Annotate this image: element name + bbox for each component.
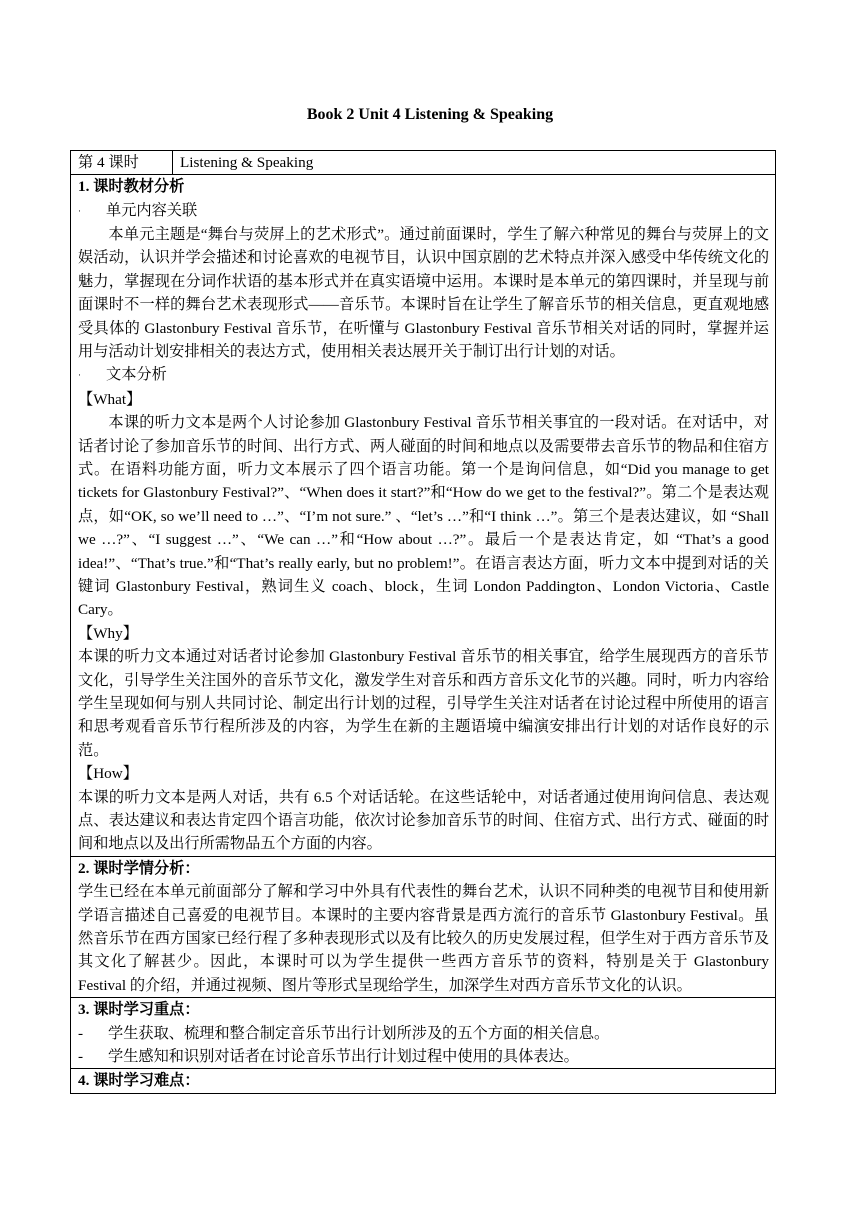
dash-marker: - xyxy=(78,1048,84,1066)
section-1-heading: 1. 课时教材分析 xyxy=(78,178,185,196)
document-title: Book 2 Unit 4 Listening & Speaking xyxy=(306,106,554,123)
section-student-analysis xyxy=(71,856,776,997)
section-textbook-analysis xyxy=(71,175,776,856)
key-point-text: 学生获取、梳理和整合制定音乐节出行计划所涉及的五个方面的相关信息。 xyxy=(108,1024,610,1042)
subheading-unit-link xyxy=(78,199,769,223)
dash-marker: - xyxy=(78,1024,84,1042)
section-3-heading: 3. 课时学习重点： xyxy=(78,1001,200,1019)
subheading-text-analysis xyxy=(78,363,769,387)
lesson-plan-table xyxy=(70,150,776,1094)
what-paragraph: 本课的听力文本是两个人讨论参加 Glastonbury Festival 音乐节相关事宜的一段对话。在对话中，对话者讨论了参加音乐节的时间、出行方式、两人碰面的时间和地点以及需要带去音乐节的物品和住宿方式。在语料功能方面，听力文本展示了四个语言功能。第一个是询问信息，如“Did you manage to get tickets for Glastonbury Festival?”、“When does it start?”和“How do we get to the festival?”。第二个是表达观点，如“OK, so we’ll need to …”、“I’m not sure.” 、“let’s …”和“I think …”。第三个是表达建议，如 “Shall we …?”、“I suggest …”、“We can …”和“How about …?”。最后一个是表达肯定，如 “That’s a good idea!”、“That’s true.”和“That’s really early, but no problem!”。在语言表达方面，听力文本中提到对话的关键词 Glastonbury Festival，熟词生义 coach、block，生词 London Paddington、London Victoria、Castle Cary。 xyxy=(78,414,769,619)
bullet-marker: · xyxy=(78,370,81,381)
why-heading: 【Why】 xyxy=(78,624,138,642)
subheading-text-analysis-label: 文本分析 xyxy=(106,366,167,384)
section-3-cell xyxy=(71,998,776,1069)
key-point-item xyxy=(78,1022,769,1045)
what-heading: 【What】 xyxy=(78,390,142,408)
bullet-marker: · xyxy=(78,205,81,216)
section-4-cell xyxy=(71,1069,776,1093)
lesson-number: 第 4 课时 xyxy=(71,151,173,175)
how-heading: 【How】 xyxy=(78,765,138,783)
lesson-topic: Listening & Speaking xyxy=(173,151,776,175)
subheading-unit-link-label: 单元内容关联 xyxy=(106,201,198,219)
section-1-cell xyxy=(71,175,776,856)
key-point-text: 学生感知和识别对话者在讨论音乐节出行计划过程中使用的具体表达。 xyxy=(108,1048,579,1066)
lesson-header-row xyxy=(71,151,776,175)
why-paragraph: 本课的听力文本通过对话者讨论参加 Glastonbury Festival 音乐节的相关事宜，给学生展现西方的音乐节文化，引导学生关注国外的音乐节文化，激发学生对音乐和西方音乐文化节的兴趣。同时，听力内容给学生呈现如何与别人共同讨论、制定出行计划的过程，引导学生关注对话者在讨论过程中所使用的语言和思考观看音乐节行程所涉及的内容，为学生在新的主题语境中编演安排出行计划的对话作良好的示范。 xyxy=(78,648,769,759)
section-4-heading: 4. 课时学习难点： xyxy=(78,1072,200,1090)
unit-link-paragraph: 本单元主题是“舞台与荧屏上的艺术形式”。通过前面课时，学生了解六种常见的舞台与荧屏上的文娱活动，认识并学会描述和讨论喜欢的电视节目，认识中国京剧的艺术特点并深入感受中华传统文化的魅力，掌握现在分词作状语的基本形式并在真实语境中运用。本课时是本单元的第四课时，并呈现与前面课时不一样的舞台艺术表现形式——音乐节。本课时旨在让学生了解音乐节的相关信息，更直观地感受具体的 Glastonbury Festival 音乐节，在听懂与 Glastonbury Festival 音乐节相关对话的同时，掌握并运用与活动计划安排相关的表达方式，使用相关表达展开关于制订出行计划的对话。 xyxy=(78,226,769,361)
section-2-heading: 2. 课时学情分析： xyxy=(78,859,200,877)
key-point-item xyxy=(78,1045,769,1068)
section-2-cell xyxy=(71,856,776,997)
student-analysis-paragraph: 学生已经在本单元前面部分了解和学习中外具有代表性的舞台艺术，认识不同种类的电视节目和使用新学语言描述自己喜爱的电视节目。本课时的主要内容背景是西方流行的音乐节 Glastonbury Festival。虽然音乐节在西方国家已经行程了多种表现形式以及有比较久的历史发展过程，但学生对于西方音乐节及其文化了解甚少。因此，本课时可以为学生提供一些西方音乐节的资料，特别是关于 Glastonbury Festival 的介绍，并通过视频、图片等形式呈现给学生，加深学生对西方音乐节文化的认识。 xyxy=(78,883,769,994)
section-difficulties xyxy=(71,1069,776,1093)
how-paragraph: 本课的听力文本是两人对话，共有 6.5 个对话话轮。在这些话轮中，对话者通过使用询问信息、表达观点、表达建议和表达肯定四个语言功能，依次讨论参加音乐节的时间、住宿方式、出行方式、碰面的时间和地点以及出行所需物品五个方面的内容。 xyxy=(78,788,769,853)
section-key-points xyxy=(71,998,776,1069)
